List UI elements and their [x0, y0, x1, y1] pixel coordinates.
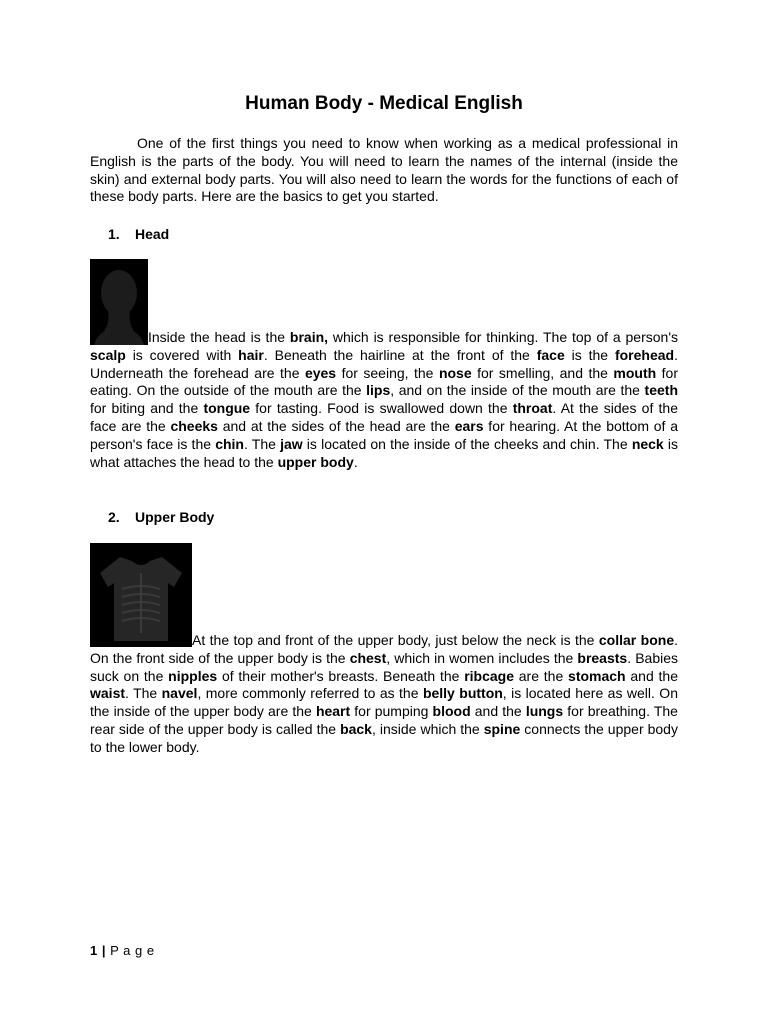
bold-term: blood: [432, 703, 471, 720]
text-run: , and on the inside of the mouth are the: [390, 382, 645, 399]
text-run: for biting and the: [90, 400, 204, 417]
text-run: , is located here as well. On the inside of the upper body are the: [90, 685, 678, 720]
section-number: 2.: [108, 509, 120, 525]
bold-term: tongue: [203, 400, 251, 417]
text-run: for tasting. Food is swallowed down the: [250, 400, 513, 417]
bold-term: face: [536, 346, 565, 363]
text-run: for seeing, the: [336, 364, 439, 381]
footer-separator: |: [97, 943, 111, 958]
text-run: of their mother's breasts. Beneath the: [217, 667, 465, 684]
bold-term: eyes: [304, 364, 337, 381]
section-title: Head: [135, 226, 170, 242]
text-run: is located on the inside of the cheeks and chin. The: [302, 435, 632, 452]
text-run: . The: [243, 435, 281, 452]
text-run: . At the sides of the face are the: [90, 400, 678, 434]
text-run: for breathing. The rear side of the upper body is called the: [90, 703, 678, 737]
text-run: and the: [625, 667, 678, 684]
text-run: which is responsible for thinking. The top of a person's: [328, 329, 678, 345]
bold-term: mouth: [613, 364, 657, 381]
bold-term: spine: [483, 720, 521, 737]
text-run: . Underneath the forehead are the: [90, 346, 678, 381]
page-number: 1: [90, 943, 98, 958]
document-title: Human Body - Medical English: [245, 93, 523, 114]
bold-term: jaw: [280, 435, 303, 452]
paragraph-text: [90, 632, 678, 755]
text-run: is the: [564, 346, 615, 363]
text-run: connects the upper body to the lower body.: [90, 720, 678, 755]
bold-term: teeth: [644, 382, 678, 399]
page-footer: [90, 943, 155, 958]
bold-term: hair: [238, 346, 264, 363]
text-run: . On the front side of the upper body is the: [90, 632, 678, 666]
bold-term: chin: [215, 435, 244, 452]
bold-term: lungs: [525, 703, 564, 720]
text-run: for smelling, and the: [471, 364, 614, 381]
bold-term: stomach: [568, 667, 626, 684]
bold-term: lips: [366, 382, 391, 399]
text-run: . The: [125, 685, 162, 702]
text-run: , which in women includes the: [386, 649, 578, 666]
text-run: .: [353, 453, 358, 470]
bold-term: back: [340, 720, 372, 737]
text-run: for pumping: [350, 703, 433, 720]
text-run: At the top and front of the upper body, just below the neck is the: [192, 632, 599, 648]
page-label: P a g e: [110, 943, 155, 958]
section-title: Upper Body: [135, 509, 215, 525]
bold-term: cheeks: [170, 417, 218, 434]
paragraph-text: [90, 329, 678, 470]
text-run: is what attaches the head to the: [90, 435, 679, 470]
bold-term: ears: [454, 417, 484, 434]
text-run: are the: [514, 667, 569, 684]
bold-term: waist: [90, 685, 126, 702]
bold-term: chest: [349, 649, 387, 666]
bold-term: nipples: [168, 667, 218, 684]
section-number: 1.: [108, 226, 120, 242]
bold-term: breasts: [577, 649, 628, 666]
section-paragraph-head: [90, 329, 678, 471]
text-run: , inside which the: [371, 720, 484, 737]
text-run: . Babies suck on the: [90, 649, 678, 684]
section-heading-head: [108, 226, 169, 242]
bold-term: collar bone: [598, 632, 675, 648]
bold-term: heart: [315, 703, 351, 720]
bold-term: throat: [512, 400, 553, 417]
text-run: . Beneath the hairline at the front of the: [263, 346, 537, 363]
bold-term: nose: [438, 364, 472, 381]
bold-term: scalp: [90, 346, 126, 363]
bold-term: navel: [161, 685, 198, 702]
text-run: is covered with: [125, 346, 239, 363]
text-run: and the: [470, 703, 526, 720]
text-run: and at the sides of the head are the: [217, 417, 455, 434]
bold-term: belly button: [422, 685, 503, 702]
bold-term: ribcage: [464, 667, 514, 684]
text-run: Inside the head is the: [148, 329, 290, 345]
section-paragraph-upper-body: [90, 632, 678, 757]
bold-term: brain,: [289, 329, 329, 345]
intro-paragraph: One of the first things you need to know when working as a medical professional in English is the parts of the body. You will need to learn the names of the internal (inside the skin) and external body parts. You will also need to learn the words for the functions of each of these body parts. Here are the basics to get you started.: [90, 135, 678, 205]
bold-term: neck: [631, 435, 664, 452]
text-run: for eating. On the outside of the mouth are the: [90, 364, 678, 399]
bold-term: upper body: [277, 453, 354, 470]
bold-term: forehead: [614, 346, 675, 363]
text-run: , more commonly referred to as the: [197, 685, 423, 702]
section-heading-upper-body: [108, 509, 214, 525]
text-run: for hearing. At the bottom of a person's face is the: [90, 417, 678, 452]
